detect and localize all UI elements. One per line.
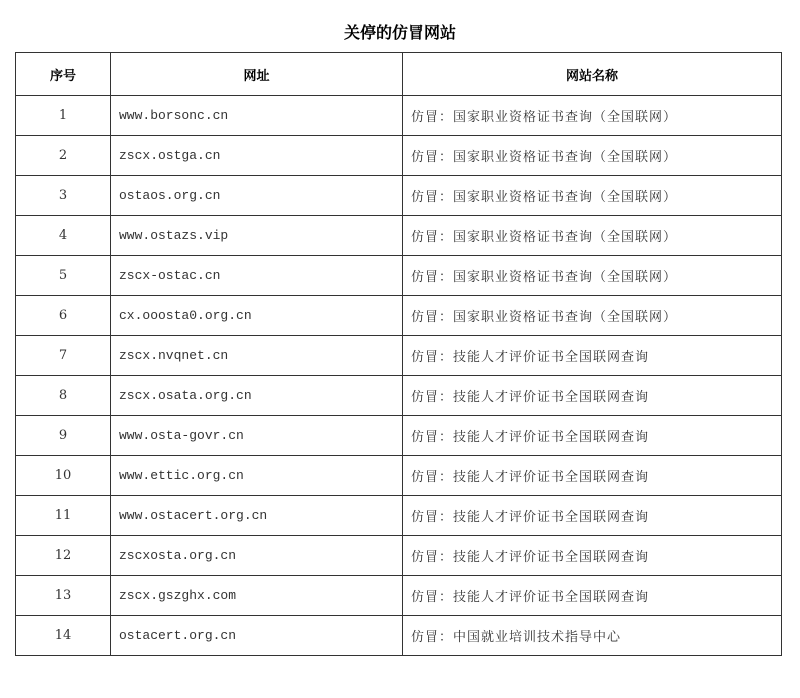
row-number: 14 [16,616,111,656]
row-url: zscx.osata.org.cn [111,376,403,416]
table-row [16,496,782,536]
header-number: 序号 [16,53,111,96]
page-title: 关停的仿冒网站 [343,23,456,42]
row-url: cx.ooosta0.org.cn [111,296,403,336]
row-site-name: 仿冒：中国就业培训技术指导中心 [403,616,782,656]
header-site-name: 网站名称 [403,53,782,96]
table-row [16,256,782,296]
row-url: zscx.ostga.cn [111,136,403,176]
row-url: zscxosta.org.cn [111,536,403,576]
table-row [16,616,782,656]
row-number: 11 [16,496,111,536]
row-number: 2 [16,136,111,176]
row-url: zscx-ostac.cn [111,256,403,296]
table-row [16,136,782,176]
row-number: 3 [16,176,111,216]
header-url: 网址 [111,53,403,96]
table-row [16,176,782,216]
row-number: 6 [16,296,111,336]
row-site-name: 仿冒：技能人才评价证书全国联网查询 [403,576,782,616]
row-url: www.ettic.org.cn [111,456,403,496]
row-site-name: 仿冒：国家职业资格证书查询（全国联网） [403,216,782,256]
table-row [16,416,782,456]
row-site-name: 仿冒：技能人才评价证书全国联网查询 [403,376,782,416]
row-site-name: 仿冒：国家职业资格证书查询（全国联网） [403,256,782,296]
row-url: ostaos.org.cn [111,176,403,216]
row-number: 4 [16,216,111,256]
row-number: 13 [16,576,111,616]
table-row [16,336,782,376]
row-url: www.osta-govr.cn [111,416,403,456]
row-site-name: 仿冒：技能人才评价证书全国联网查询 [403,496,782,536]
row-url: zscx.nvqnet.cn [111,336,403,376]
row-site-name: 仿冒：国家职业资格证书查询（全国联网） [403,296,782,336]
row-number: 1 [16,96,111,136]
row-number: 9 [16,416,111,456]
row-site-name: 仿冒：国家职业资格证书查询（全国联网） [403,176,782,216]
table-row [16,456,782,496]
row-url: www.ostacert.org.cn [111,496,403,536]
table-row [16,216,782,256]
table-row [16,536,782,576]
row-number: 7 [16,336,111,376]
table-row [16,376,782,416]
row-number: 5 [16,256,111,296]
row-site-name: 仿冒：国家职业资格证书查询（全国联网） [403,136,782,176]
row-number: 12 [16,536,111,576]
counterfeit-sites-table [15,52,782,656]
row-url: ostacert.org.cn [111,616,403,656]
row-number: 10 [16,456,111,496]
row-number: 8 [16,376,111,416]
row-url: www.borsonc.cn [111,96,403,136]
row-url: www.ostazs.vip [111,216,403,256]
table-row [16,296,782,336]
row-site-name: 仿冒：技能人才评价证书全国联网查询 [403,336,782,376]
row-site-name: 仿冒：技能人才评价证书全国联网查询 [403,416,782,456]
table-row [16,576,782,616]
row-site-name: 仿冒：国家职业资格证书查询（全国联网） [403,96,782,136]
row-site-name: 仿冒：技能人才评价证书全国联网查询 [403,456,782,496]
table-header-row [16,53,782,96]
row-url: zscx.gszghx.com [111,576,403,616]
row-site-name: 仿冒：技能人才评价证书全国联网查询 [403,536,782,576]
table-row [16,96,782,136]
